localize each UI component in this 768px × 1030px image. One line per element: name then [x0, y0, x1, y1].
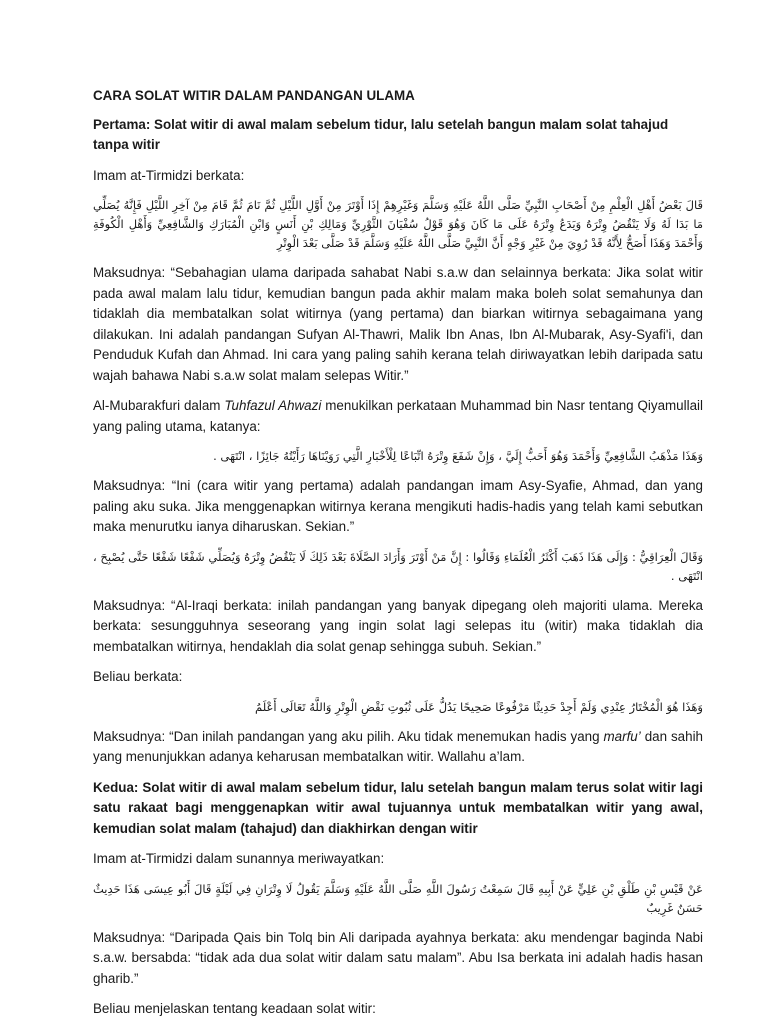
meaning-paragraph-5: Maksudnya: “Daripada Qais bin Tolq bin Ali daripada ayahnya berkata: aku mendengar baginda Nabi s.a.w. bersabda: “tidak ada dua solat witir dalam satu malam”. Abu Isa berkata ini adalah hadis hasan gharib.”	[93, 929, 703, 986]
meaning-paragraph-4	[93, 727, 703, 768]
meaning4-pre: Maksudnya: “Dan inilah pandangan yang aku pilih. Aku tidak menemukan hadis yang	[93, 728, 604, 744]
arabic-quote-nasr: وَهَذَا مَذْهَبُ الشَّافِعِيِّ وَأَحْمَدَ وَهُوَ أَحَبُّ إِلَيَّ ، وَإِنْ شَفَعَ وِتْرَهُ اتِّبَاعًا لِلْأَخْبَارِ الَّتِي رَوَيْنَاهَا رَأَيْتُهُ جَائِزًا ، انْتَهَى .	[213, 449, 703, 463]
section-heading-second: Kedua: Solat witir di awal malam sebelum tidur, lalu setelah bangun malam terus solat witir lagi satu rakaat bagi menggenapkan witir awal tujuannya untuk membatalkan witir yang awal, kemudian solat malam (tahajud) dan diakhirkan dengan witir	[93, 779, 703, 836]
arabic-quote-tirmidzi: قَالَ بَعْضُ أَهْلِ الْعِلْمِ مِنْ أَصْحَابِ النَّبِيِّ صَلَّى اللَّهُ عَلَيْهِ وَسَلَّمَ وَغَيْرِهِمْ إِذَا أَوْتَرَ مِنْ أَوَّلِ اللَّيْلِ ثُمَّ نَامَ ثُمَّ قَامَ مِنْ آخِرِ اللَّيْلِ فَإِنَّهُ يُصَلِّي مَا بَدَا لَهُ وَلَا يَنْقُضُ وِتْرَهُ وَيَدَعُ وِتْرَهُ عَلَى مَا كَانَ وَهُوَ قَوْلُ سُفْيَانَ الثَّوْرِيِّ وَمَالِكِ بْنِ أَنَسٍ وَابْنِ الْمُبَارَكِ وَالشَّافِعِيِّ وَأَهْلِ الْكُوفَةِ وَأَحْمَدَ وَهَذَا أَصَحُّ لِأَنَّهُ قَدْ رُوِيَ مِنْ غَيْرِ وَجْهٍ أَنَّ النَّبِيَّ صَلَّى اللَّهُ عَلَيْهِ وَسَلَّمَ قَدْ صَلَّى بَعْدَ الْوِتْرِ	[93, 198, 703, 250]
meaning-paragraph-3: Maksudnya: “Al-Iraqi berkata: inilah pandangan yang banyak dipegang oleh majoriti ulama. Mereka berkata: sesungguhnya seseorang yang ingin solat lagi selepas itu (witir) maka tidaklah dia membatalkan witirnya, hendaklah dia solat genap sehingga subuh. Sekian.”	[93, 597, 703, 654]
closing-line: Beliau menjelaskan tentang keadaan solat witir:	[93, 1001, 376, 1016]
document-title: CARA SOLAT WITIR DALAM PANDANGAN ULAMA	[93, 88, 415, 103]
meaning-paragraph-2: Maksudnya: “Ini (cara witir yang pertama) adalah pandangan imam Asy-Syafie, Ahmad, dan yang paling aku suka. Jika menggenapkan witirnya kerana mengikuti hadis-hadis yang telah kami sebutkan maka menurutku ianya diharuskan. Sekian.”	[93, 478, 703, 534]
book-title: Tuhfazul Ahwazi	[224, 398, 322, 413]
mubarakfuri-post: menukilkan perkataan Muhammad bin Nasr tentang Qiyamullail yang paling utama, katanya:	[93, 398, 703, 434]
marfu-term: marfu’	[603, 728, 641, 744]
mubarakfuri-paragraph	[93, 396, 703, 437]
section-heading-first: Pertama: Solat witir di awal malam sebelum tidur, lalu setelah bangun malam solat tahajud tanpa witir	[93, 116, 669, 152]
mubarakfuri-pre: Al-Mubarakfuri dalam	[93, 398, 225, 413]
intro-tirmidzi-sunan: Imam at-Tirmidzi dalam sunannya meriwayatkan:	[93, 851, 385, 866]
arabic-quote-iraqi: وَقَالَ الْعِرَاقِيُّ : وَإِلَى هَذَا ذَهَبَ أَكْثَرُ الْعُلَمَاءِ وَقَالُوا : إِنَّ مَنْ أَوْتَرَ وَأَرَادَ الصَّلَاةَ بَعْدَ ذَلِكَ لَا يَنْقُضُ وِتْرَهُ وَيُصَلِّي شَفْعًا شَفْعًا حَتَّى يُصْبِحَ ، انْتَهَى .	[93, 549, 703, 583]
document-page	[93, 86, 703, 1030]
beliau-berkata: Beliau berkata:	[93, 669, 183, 684]
arabic-quote-beliau: وَهَذَا هُوَ الْمُخْتَارُ عِنْدِي وَلَمْ أَجِدْ حَدِيثًا مَرْفُوعًا صَحِيحًا يَدُلُّ عَلَى ثُبُوتِ نَقْضِ الْوِتْرِ وَاللَّهُ تَعَالَى أَعْلَمُ	[255, 699, 703, 714]
intro-tirmidzi: Imam at-Tirmidzi berkata:	[93, 167, 245, 183]
meaning4-post: dan sahih yang menunjukkan adanya keharusan membatalkan witir. Wallahu a’lam.	[93, 728, 703, 764]
meaning-paragraph-1: Maksudnya: “Sebahagian ulama daripada sahabat Nabi s.a.w dan selainnya berkata: Jika solat witir pada awal malam lalu tidur, kemudian bangun pada akhir malam maka boleh solat semahunya dan tidaklah dia membatalkan solat witirnya (yang pertama) dan biarkan witirnya sebagaimana yang dilakukan. Ini adalah pandangan Sufyan Al-Thawri, Malik Ibn Anas, Ibn Al-Mubarak, Asy-Syafi'i, dan Penduduk Kufah dan Ahmad. Ini cara yang paling sahih kerana telah diriwayatkan lebih daripada satu wajah bahawa Nabi s.a.w solat malam selepas Witir.”	[93, 265, 703, 383]
arabic-quote-hadith: عَنْ قَيْسِ بْنِ طَلْقِ بْنِ عَلِيٍّ عَنْ أَبِيهِ قَالَ سَمِعْتُ رَسُولَ اللَّهِ صَلَّى اللَّهُ عَلَيْهِ وَسَلَّمَ يَقُولُ لَا وِتْرَانِ فِي لَيْلَةٍ قَالَ أَبُو عِيسَى هَذَا حَدِيثٌ حَسَنٌ غَرِيبٌ	[93, 881, 703, 915]
